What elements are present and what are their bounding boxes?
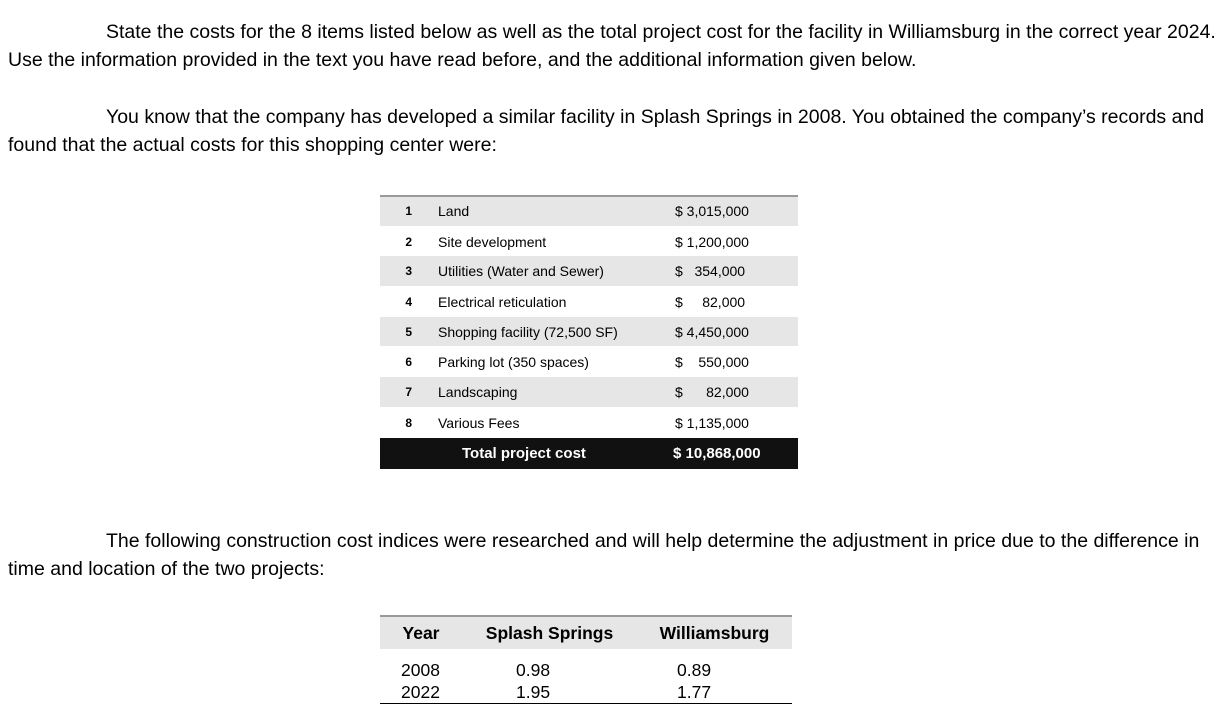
header-splash-springs: Splash Springs (462, 616, 637, 649)
table-row (380, 649, 792, 681)
item-name: Landscaping (420, 377, 665, 407)
table-row (380, 256, 798, 286)
item-cost: $ 1,200,000 (675, 233, 749, 250)
item-cost: $ 4,450,000 (665, 317, 798, 347)
item-cost: $ 82,000 (675, 293, 746, 310)
instruction-paragraph-2 (8, 103, 1220, 159)
index-splash-springs: 0.98 (516, 659, 551, 680)
index-williamsburg: 1.77 (637, 681, 792, 704)
item-cost: $ 82,000 (665, 377, 798, 407)
table-row (380, 196, 798, 226)
row-number: 1 (380, 196, 420, 226)
item-name: Land (420, 196, 665, 226)
total-value: $ 10,868,000 (665, 438, 798, 469)
cost-table (380, 195, 798, 469)
table-row (380, 681, 792, 704)
row-number: 4 (405, 294, 412, 309)
row-number: 6 (405, 355, 412, 370)
table-row (380, 347, 798, 377)
item-name: Utilities (Water and Sewer) (420, 256, 665, 286)
table-row (380, 317, 798, 347)
item-name: Parking lot (350 spaces) (438, 354, 589, 371)
item-name: Site development (438, 233, 547, 250)
cost-index-table (380, 615, 792, 704)
instruction-paragraph-3 (8, 527, 1220, 583)
row-number: 3 (380, 256, 420, 286)
table-row (380, 377, 798, 407)
item-cost: $ 354,000 (665, 256, 798, 286)
header-year: Year (380, 616, 462, 649)
table-row (380, 407, 798, 437)
total-row-spacer (380, 438, 420, 469)
header-williamsburg: Williamsburg (637, 616, 792, 649)
total-row (380, 438, 798, 469)
row-number: 8 (405, 415, 412, 430)
index-year: 2008 (401, 659, 440, 680)
instruction-paragraph-1 (8, 18, 1220, 74)
item-name: Shopping facility (72,500 SF) (420, 317, 665, 347)
total-label: Total project cost (420, 438, 665, 469)
row-number: 7 (380, 377, 420, 407)
row-number: 5 (380, 317, 420, 347)
item-name: Electrical reticulation (438, 293, 567, 310)
item-cost: $ 3,015,000 (665, 196, 798, 226)
index-splash-springs: 1.95 (462, 681, 637, 704)
row-number: 2 (405, 234, 412, 249)
table-row (380, 287, 798, 317)
instruction-text-3: The following construction cost indices were researched and will help determine the adjustment in price due to the difference in time and location of the two projects: (8, 530, 1200, 580)
item-name: Various Fees (438, 414, 520, 431)
index-header-row (380, 616, 792, 649)
instruction-text-2: You know that the company has developed a similar facility in Splash Springs in 2008. You obtained the company’s records and found that the actual costs for this shopping center were: (8, 106, 1205, 156)
index-year: 2022 (380, 681, 462, 704)
item-cost: $ 1,135,000 (675, 414, 749, 431)
index-williamsburg: 0.89 (677, 659, 712, 680)
instruction-text-1: State the costs for the 8 items listed below as well as the total project cost for the facility in Williamsburg in the correct year 2024. Use the information provided in the text you have read before, and the additional information given below. (8, 21, 1216, 71)
item-cost: $ 550,000 (675, 354, 749, 371)
table-row (380, 226, 798, 256)
